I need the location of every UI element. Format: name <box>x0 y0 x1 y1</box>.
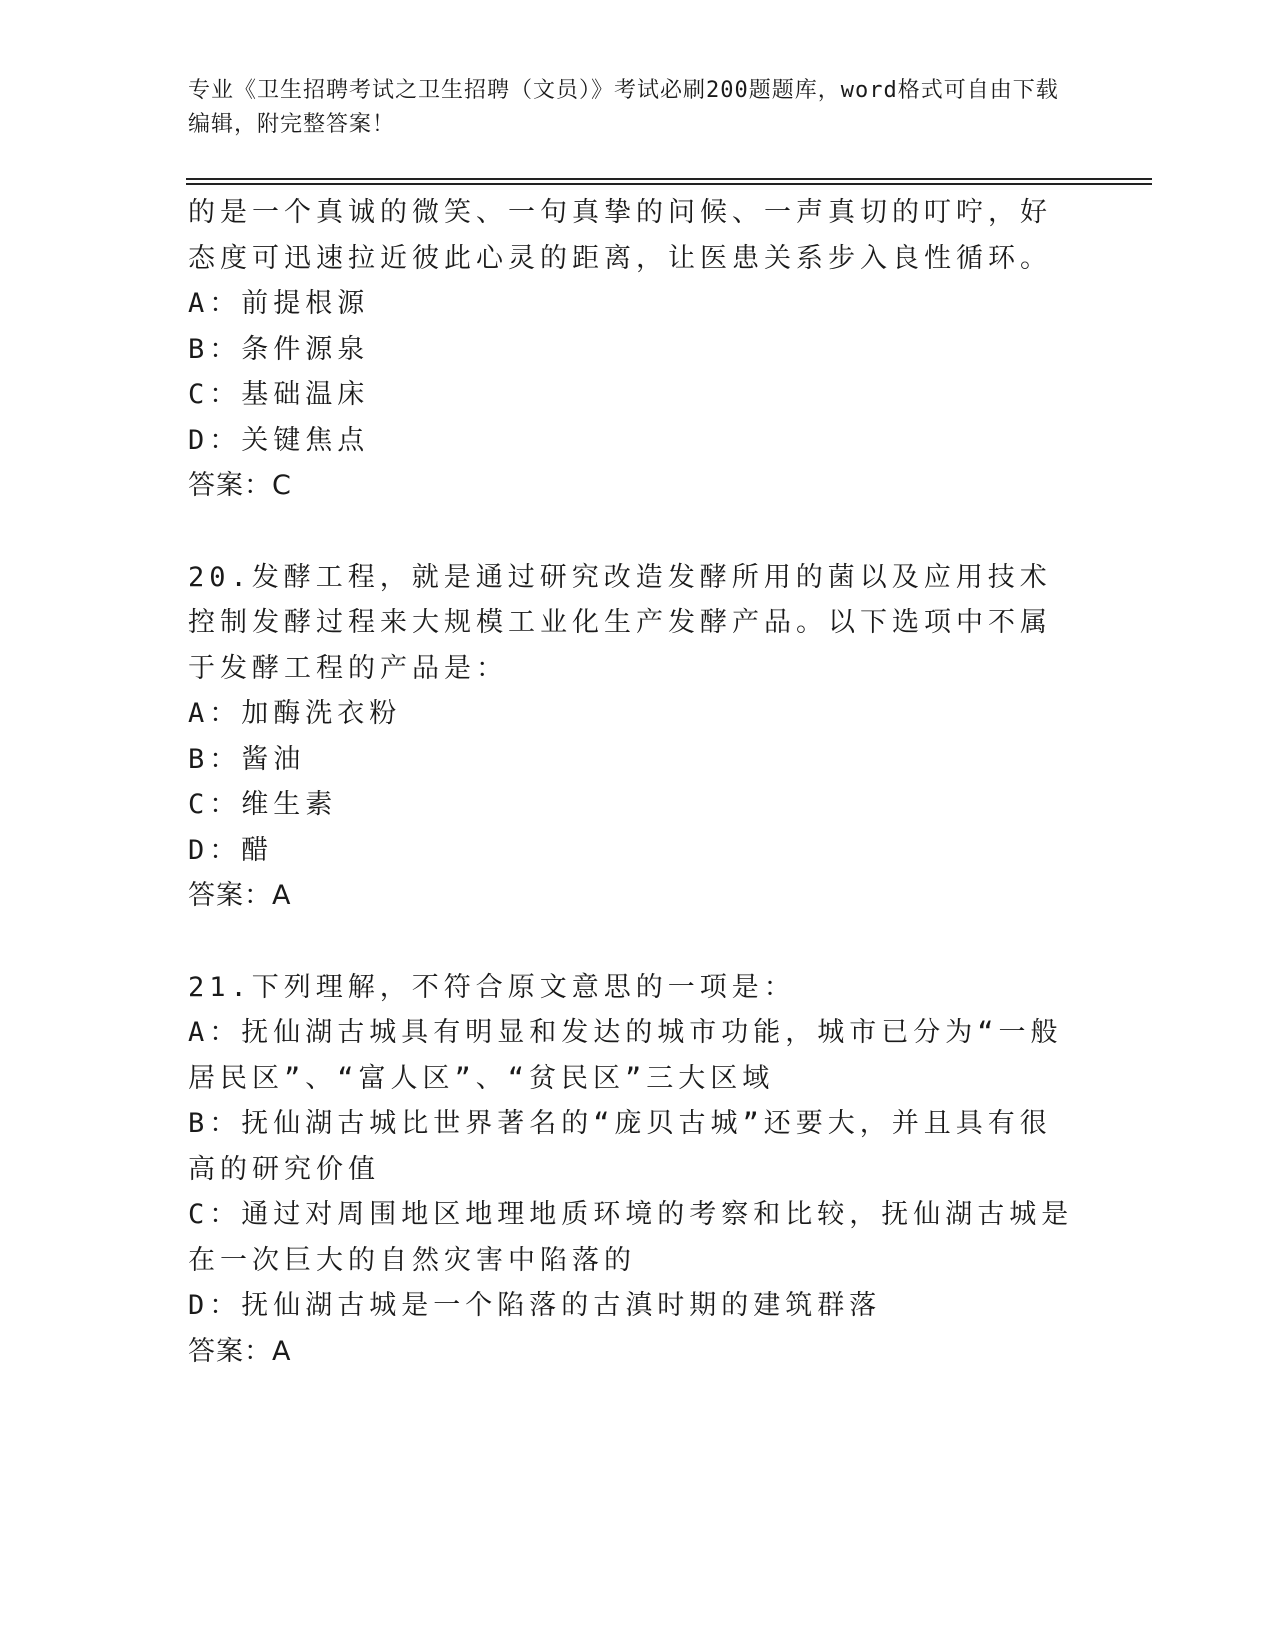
option-a: A：前提根源 <box>188 288 370 319</box>
option-d: D：抚仙湖古城是一个陷落的古滇时期的建筑群落 <box>188 1290 882 1321</box>
answer: 答案：A <box>188 880 292 911</box>
header-divider-top <box>186 178 1152 180</box>
document-header <box>188 74 1068 142</box>
answer: 答案：A <box>188 1335 292 1367</box>
header-divider-bottom <box>186 183 1152 185</box>
question-stem: 21.下列理解，不符合原文意思的一项是： <box>188 971 796 1003</box>
question-20 <box>188 555 1078 919</box>
option-c: C：基础温床 <box>188 379 370 410</box>
option-b: B：条件源泉 <box>188 333 370 365</box>
spacer <box>188 509 1078 555</box>
option-a: A：加酶洗衣粉 <box>188 698 402 729</box>
option-c: C：维生素 <box>188 789 338 820</box>
answer: 答案：C <box>188 470 292 501</box>
option-b: B：酱油 <box>188 743 306 775</box>
question-21 <box>188 965 1078 1375</box>
option-c: C：通过对周围地区地理地质环境的考察和比较，抚仙湖古城是在一次巨大的自然灾害中陷落的 <box>188 1199 1074 1276</box>
question-stem: 的是一个真诚的微笑、一句真挚的问候、一声真切的叮咛，好态度可迅速拉近彼此心灵的距离，让医患关系步入良性循环。 <box>188 197 1052 274</box>
spacer <box>188 919 1078 965</box>
option-b: B：抚仙湖古城比世界著名的“庞贝古城”还要大，并且具有很高的研究价值 <box>188 1108 1052 1185</box>
question-stem: 20.发酵工程，就是通过研究改造发酵所用的菌以及应用技术控制发酵过程来大规模工业化生产发酵产品。以下选项中不属于发酵工程的产品是： <box>188 561 1052 684</box>
header-title: 专业《卫生招聘考试之卫生招聘（文员）》考试必刷200题题库，word格式可自由下载编辑，附完整答案！ <box>188 78 1059 137</box>
question-list <box>188 190 1078 1374</box>
option-d: D：关键焦点 <box>188 424 370 456</box>
option-d: D：醋 <box>188 834 274 866</box>
option-a: A：抚仙湖古城具有明显和发达的城市功能，城市已分为“一般居民区”、“富人区”、“贫民区”三大区域 <box>188 1017 1063 1094</box>
question-19 <box>188 190 1078 509</box>
